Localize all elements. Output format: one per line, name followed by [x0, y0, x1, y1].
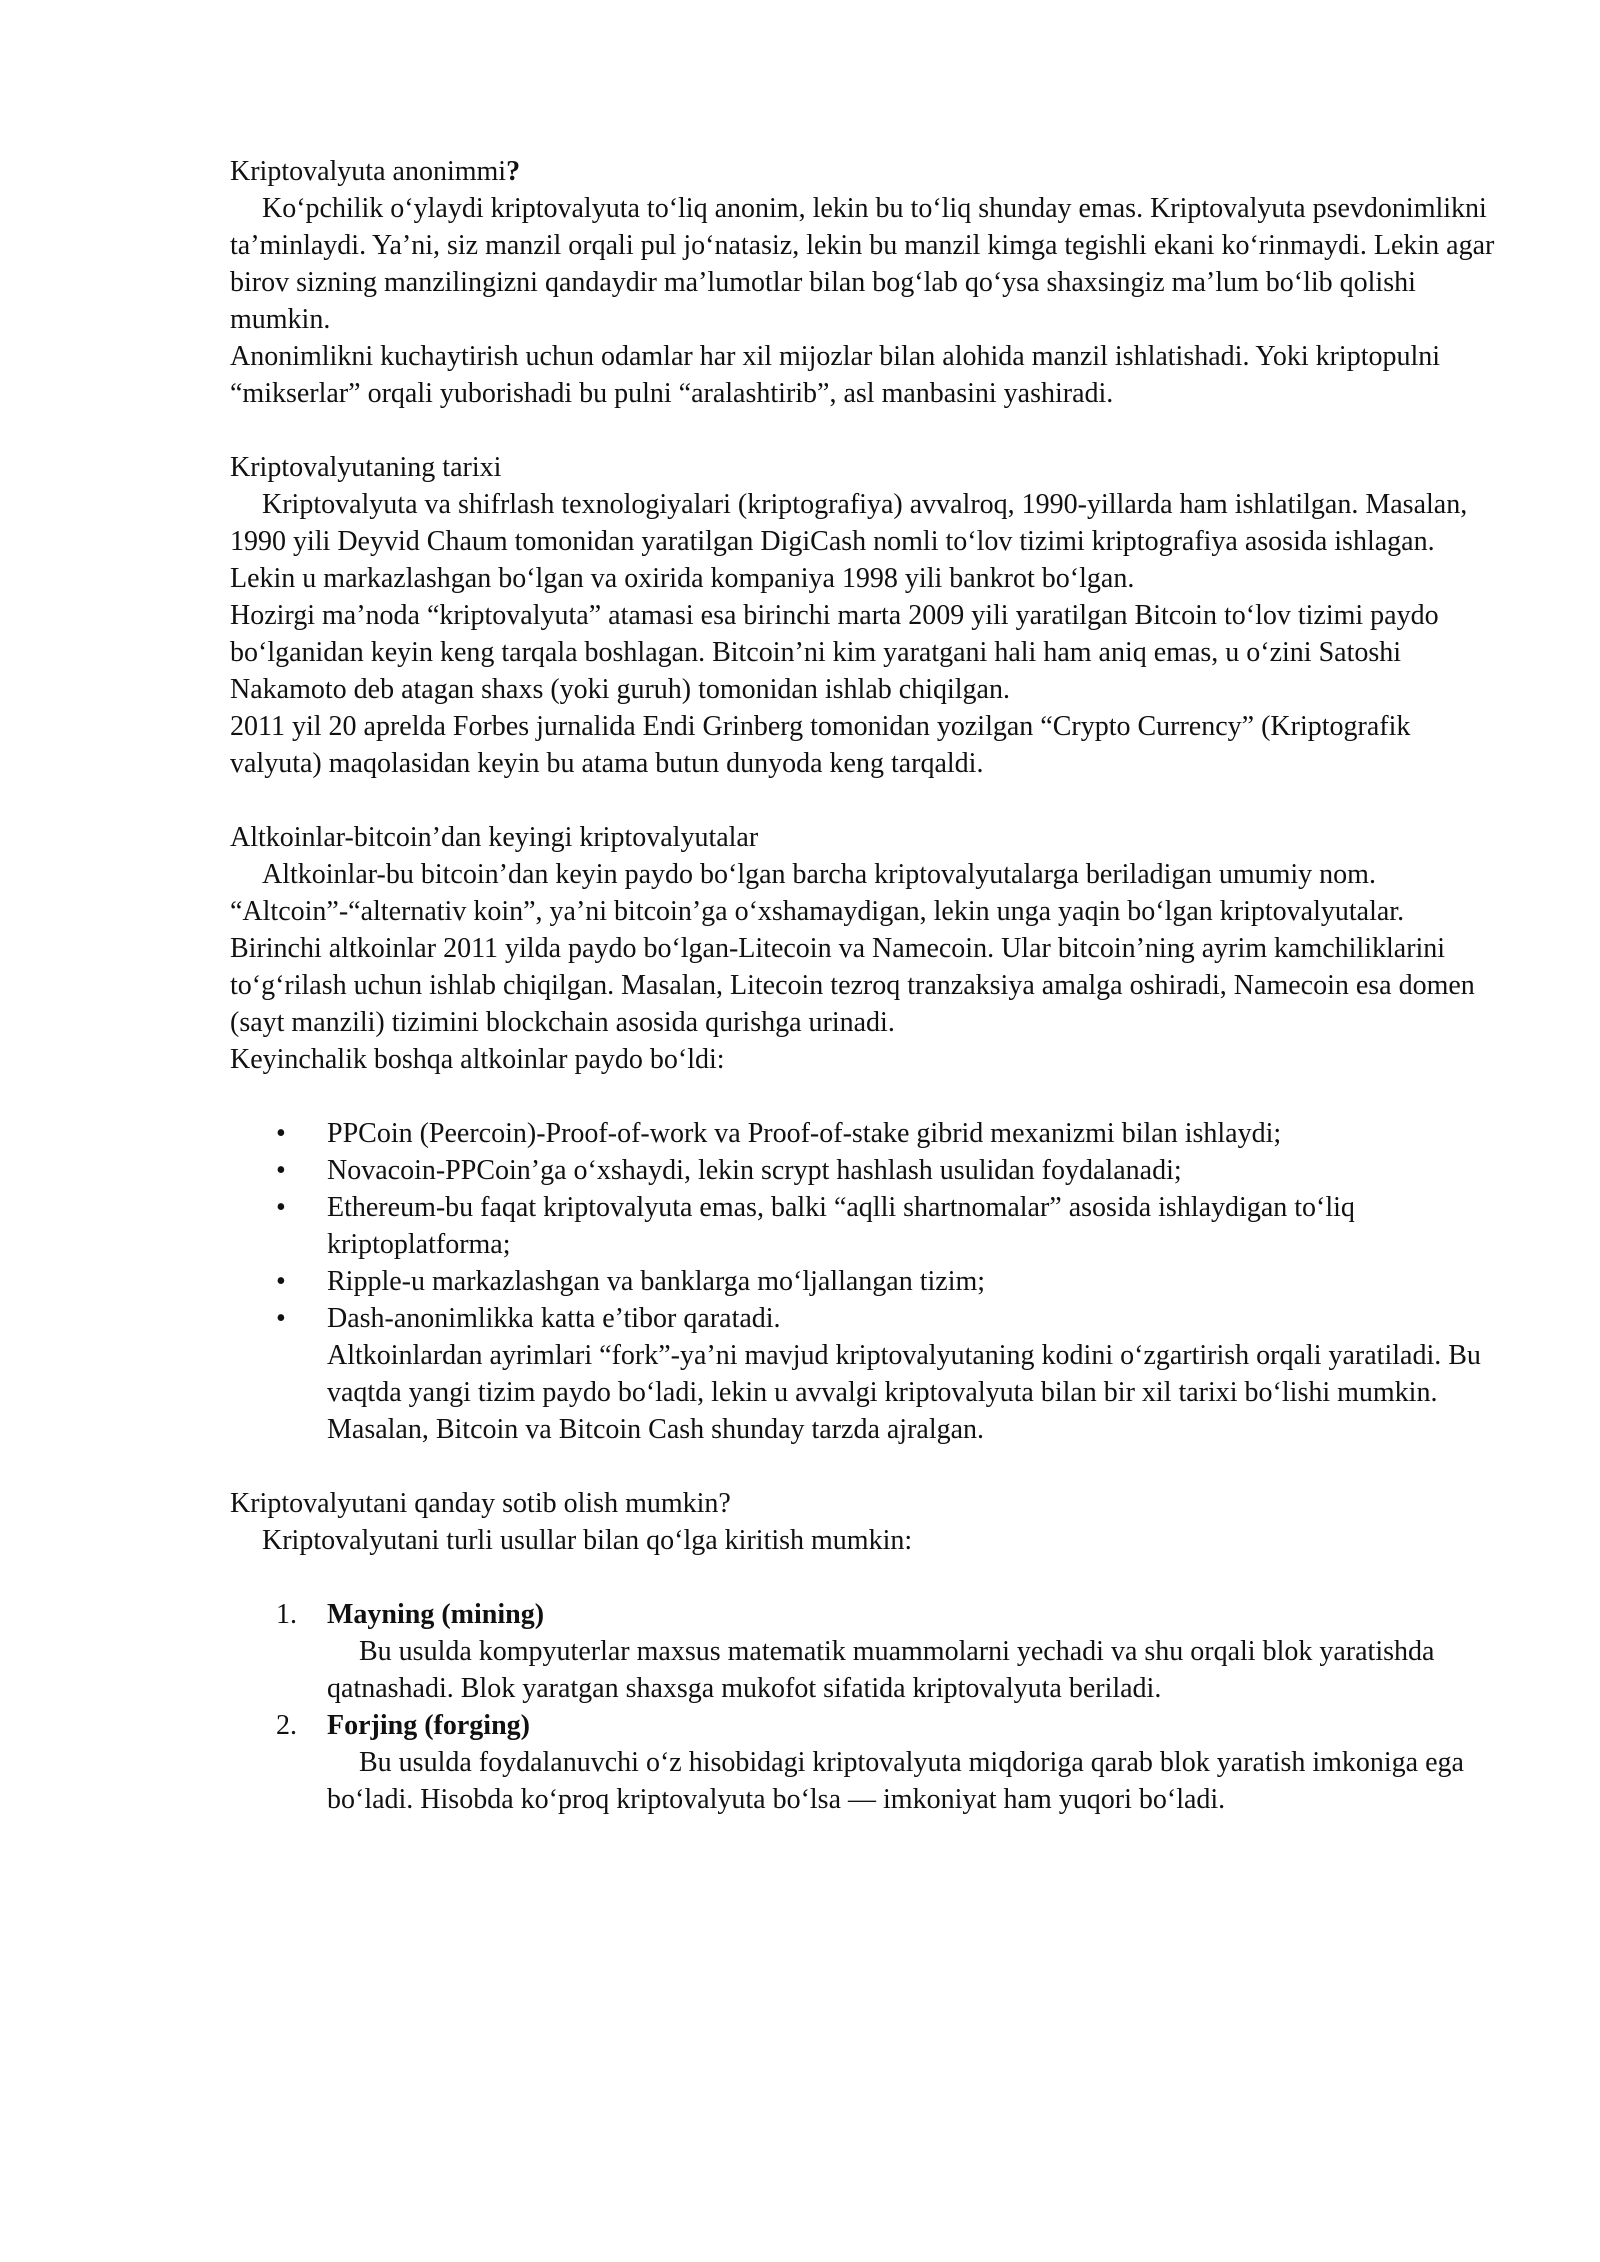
method-title: Mayning (mining) [327, 1599, 545, 1630]
list-item: • PPCoin (Peercoin)-Proof-of-work va Proof-of-stake gibrid mexanizmi bilan ishlaydi; [327, 1115, 1500, 1152]
section-heading: Altkoinlar-bitcoin’dan keyingi kriptovalyutalar [230, 822, 759, 853]
heading-question-mark: ? [506, 156, 521, 187]
method-description: Bu usulda kompyuterlar maxsus matematik muammolarni yechadi va shu orqali blok yaratishda qatnashadi. Blok yaratgan shaxsga mukofot sifatida kriptovalyuta beriladi. [327, 1636, 1435, 1704]
method-number: 2. [276, 1710, 297, 1741]
section-history [230, 449, 1500, 782]
methods-list [230, 1596, 1500, 1818]
section-altcoins [230, 819, 1500, 1448]
method-number: 1. [276, 1599, 297, 1630]
section-heading [230, 153, 1500, 190]
method-item [276, 1596, 1500, 1707]
section-heading: Kriptovalyutani qanday sotib olish mumkin? [230, 1488, 731, 1519]
paragraph: Anonimlikni kuchaytirish uchun odamlar har xil mijozlar bilan alohida manzil ishlatishadi. Yoki kriptopulni “mikserlar” orqali yuborishadi bu pulni “aralashtirib”, asl manbasini yashiradi. [230, 341, 1441, 409]
method-item [276, 1707, 1500, 1818]
paragraph: Kriptovalyutani turli usullar bilan qo‘lga kiritish mumkin: [262, 1525, 913, 1556]
list-item: • Ripple-u markazlashgan va banklarga mo‘ljallangan tizim; [327, 1263, 1500, 1300]
paragraph: 2011 yil 20 aprelda Forbes jurnalida Endi Grinberg tomonidan yozilgan “Crypto Currency” (Kriptografik valyuta) maqolasidan keyin bu atama butun dunyoda keng tarqaldi. [230, 711, 1411, 779]
paragraph: Hozirgi ma’noda “kriptovalyuta” atamasi esa birinchi marta 2009 yili yaratilgan Bitcoin to‘lov tizimi paydo bo‘lganidan keyin keng tarqala boshlagan. Bitcoin’ni kim yaratgani hali ham aniq emas, u o‘zini Satoshi Nakamoto deb atagan shaxs (yoki guruh) tomonidan ishlab chiqilgan. [230, 600, 1439, 705]
method-description: Bu usulda foydalanuvchi o‘z hisobidagi kriptovalyuta miqdoriga qarab blok yaratish imkoniga ega bo‘ladi. Hisobda ko‘proq kriptovalyuta bo‘lsa — imkoniyat ham yuqori bo‘ladi. [327, 1747, 1464, 1815]
paragraph: Birinchi altkoinlar 2011 yilda paydo bo‘lgan-Litecoin va Namecoin. Ular bitcoin’ning ayrim kamchiliklarini to‘g‘rilash uchun ishlab chiqilgan. Masalan, Litecoin tezroq tranzaksiya amalga oshiradi, Namecoin esa domen (sayt manzili) tizimini blockchain asosida qurishga urinadi. [230, 933, 1475, 1038]
altcoin-list [230, 1115, 1500, 1448]
list-item: • Dash-anonimlikka katta e’tibor qaratadi. [327, 1300, 1500, 1337]
section-heading: Kriptovalyutaning tarixi [230, 452, 502, 483]
paragraph: Altkoinlar-bu bitcoin’dan keyin paydo bo‘lgan barcha kriptovalyutalarga beriladigan umumiy nom. “Altcoin”-“alternativ koin”, ya’ni bitcoin’ga o‘xshamaydigan, lekin unga yaqin bo‘lgan kriptovalyutalar. [230, 859, 1405, 927]
paragraph: Kriptovalyuta va shifrlash texnologiyalari (kriptografiya) avvalroq, 1990-yillarda ham ishlatilgan. Masalan, 1990 yili Deyvid Chaum tomonidan yaratilgan DigiCash nomli to‘lov tizimi kriptografiya asosida ishlagan. Lekin u markazlashgan bo‘lgan va oxirida kompaniya 1998 yili bankrot bo‘lgan. [230, 489, 1468, 594]
heading-text: Kriptovalyuta anonimmi [230, 156, 507, 187]
section-buying [230, 1485, 1500, 1818]
list-item: • Novacoin-PPCoin’ga o‘xshaydi, lekin scrypt hashlash usulidan foydalanadi; [327, 1152, 1500, 1189]
method-title: Forjing (forging) [327, 1710, 530, 1741]
fork-note: Altkoinlardan ayrimlari “fork”-ya’ni mavjud kriptovalyutaning kodini o‘zgartirish orqali yaratiladi. Bu vaqtda yangi tizim paydo bo‘ladi, lekin u avvalgi kriptovalyuta bilan bir xil tarixi bo‘lishi mumkin. Masalan, Bitcoin va Bitcoin Cash shunday tarzda ajralgan. [327, 1340, 1481, 1445]
section-anonymity [230, 153, 1500, 412]
paragraph: Keyinchalik boshqa altkoinlar paydo bo‘ldi: [230, 1044, 725, 1075]
list-item: • Ethereum-bu faqat kriptovalyuta emas, balki “aqlli shartnomalar” asosida ishlaydigan to‘liq kriptoplatforma; [327, 1189, 1500, 1263]
paragraph: Ko‘pchilik o‘ylaydi kriptovalyuta to‘liq anonim, lekin bu to‘liq shunday emas. Kriptovalyuta psevdonimlikni ta’minlaydi. Ya’ni, siz manzil orqali pul jo‘natasiz, lekin bu manzil kimga tegishli ekani ko‘rinmaydi. Lekin agar birov sizning manzilingizni qandaydir ma’lumotlar bilan bog‘lab qo‘ysa shaxsingiz ma’lum bo‘lib qolishi mumkin. [230, 193, 1495, 335]
document-page [230, 153, 1500, 1818]
